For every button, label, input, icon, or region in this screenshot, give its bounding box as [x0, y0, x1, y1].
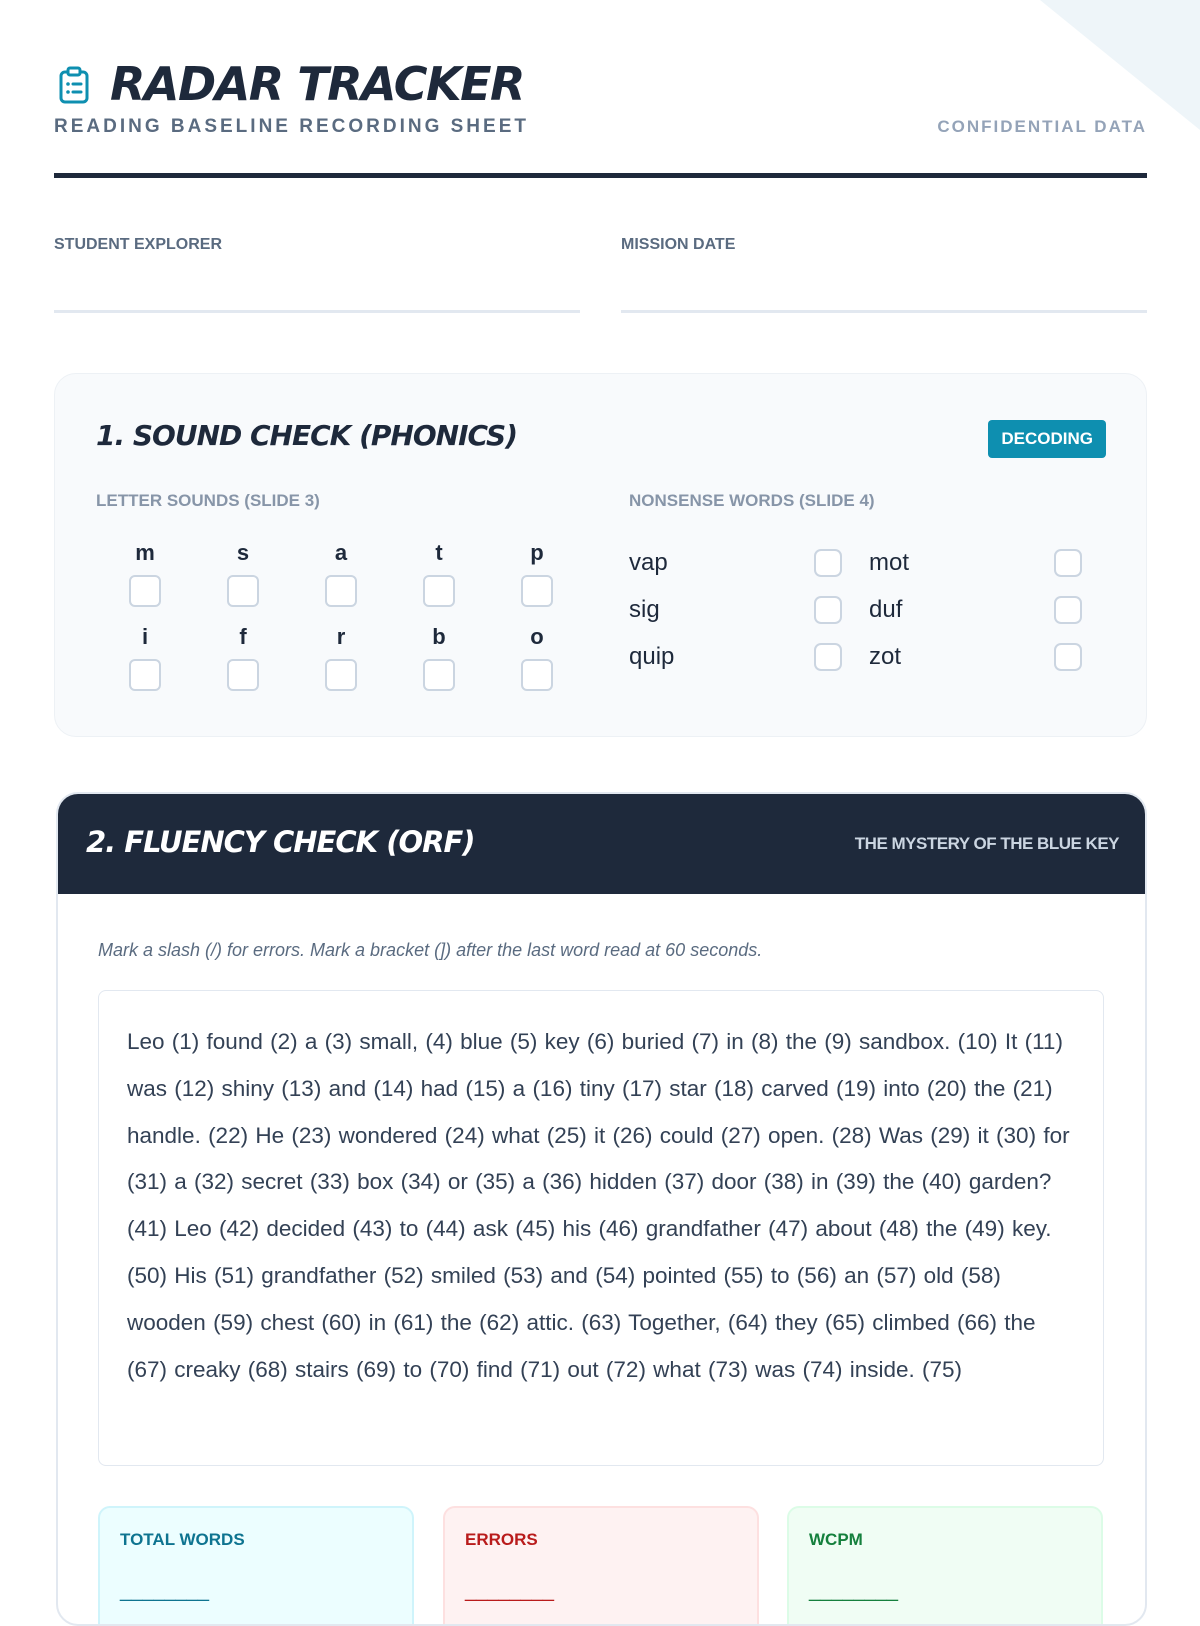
checkbox[interactable]	[814, 596, 842, 624]
checkbox[interactable]	[129, 659, 161, 691]
nonsense-word: duf	[869, 595, 903, 623]
nonsense-word: vap	[629, 548, 668, 576]
total-words-box	[98, 1506, 414, 1626]
date-line[interactable]	[621, 310, 1147, 313]
letter-item	[292, 539, 390, 607]
letter-sounds-label: LETTER SOUNDS (SLIDE 3)	[96, 491, 320, 510]
checkbox[interactable]	[325, 575, 357, 607]
student-label: STUDENT EXPLORER	[54, 236, 223, 253]
checkbox[interactable]	[129, 575, 161, 607]
letter-item	[194, 623, 292, 691]
student-field[interactable]	[54, 236, 580, 313]
letter-item	[194, 539, 292, 607]
letter: m	[135, 540, 155, 565]
clipboard-icon	[54, 65, 94, 105]
nonsense-row	[629, 539, 1109, 586]
nonsense-word: mot	[869, 548, 910, 576]
checkbox[interactable]	[325, 659, 357, 691]
letter: a	[334, 540, 348, 565]
section-title: 1. SOUND CHECK (PHONICS)	[96, 419, 518, 452]
nonsense-word: sig	[629, 595, 660, 623]
letter-item	[292, 623, 390, 691]
letter: t	[435, 540, 443, 565]
student-line[interactable]	[54, 310, 580, 313]
nonsense-row	[629, 633, 1109, 680]
letter-item	[390, 539, 488, 607]
letter-item	[488, 539, 586, 607]
checkbox[interactable]	[423, 659, 455, 691]
page-subtitle: READING BASELINE RECORDING SHEET	[54, 116, 529, 137]
nonsense-words-label: NONSENSE WORDS (SLIDE 4)	[629, 491, 875, 510]
letter-item	[488, 623, 586, 691]
letter: r	[336, 624, 346, 649]
decoding-badge: DECODING	[988, 420, 1106, 458]
letter: i	[141, 624, 149, 649]
date-label: MISSION DATE	[621, 236, 736, 253]
errors-box	[443, 1506, 759, 1626]
nonsense-row	[629, 586, 1109, 633]
wcpm-blank[interactable]: ________	[809, 1580, 898, 1602]
letter: p	[530, 540, 544, 565]
checkbox[interactable]	[227, 659, 259, 691]
wcpm-label: WCPM	[809, 1530, 863, 1549]
checkbox[interactable]	[814, 549, 842, 577]
reading-passage[interactable]: Leo (1) found (2) a (3) small, (4) blue (5) key (6) buried (7) in (8) the (9) sandbox. (10) It (11) was (12) shiny (13) and (14) had (15) a (16) tiny (17) star (18) carved (19) into (20) the (21) handle. (22) He (23) wondered (24) what (25) it (26) could (27) open. (28) Was (29) it (30) for (31) a (32) secret (33) box (34) or (35) a (36) hidden (37) door (38) in (39) the (40) garden? (41) Leo (42) decided (43) to (44) ask (45) his (46) grandfather (47) about (48) the (49) key. (50) His (51) grandfather (52) smiled (53) and (54) pointed (55) to (56) an (57) old (58) wooden (59) chest (60) in (61) the (62) attic. (63) Together, (64) they (65) climbed (66) the (67) creaky (68) stairs (69) to (70) find (71) out (72) what (73) was (74) inside. (75)	[98, 990, 1104, 1466]
checkbox[interactable]	[423, 575, 455, 607]
letter-item	[96, 539, 194, 607]
letter-item	[96, 623, 194, 691]
checkbox[interactable]	[521, 575, 553, 607]
letter: s	[236, 540, 250, 565]
section-title: 2. FLUENCY CHECK (ORF)	[86, 825, 475, 859]
letter: o	[530, 624, 544, 649]
header-divider	[54, 173, 1147, 178]
letter-item	[390, 623, 488, 691]
checkbox[interactable]	[814, 643, 842, 671]
errors-blank[interactable]: ________	[465, 1580, 554, 1602]
instructions-text: Mark a slash (/) for errors. Mark a bracket (]) after the last word read at 60 seconds.	[98, 940, 763, 960]
total-words-blank[interactable]: ________	[120, 1580, 209, 1602]
letter-sounds-grid	[96, 539, 596, 707]
total-words-label: TOTAL WORDS	[120, 1530, 245, 1549]
wcpm-box	[787, 1506, 1103, 1626]
story-title: THE MYSTERY OF THE BLUE KEY	[854, 834, 1119, 853]
page-header	[54, 56, 1147, 138]
checkbox[interactable]	[1054, 596, 1082, 624]
confidential-label: CONFIDENTIAL DATA	[937, 117, 1147, 136]
checkbox[interactable]	[521, 659, 553, 691]
letter: b	[432, 624, 446, 649]
checkbox[interactable]	[1054, 549, 1082, 577]
letter: f	[239, 624, 247, 649]
nonsense-word: quip	[629, 642, 675, 670]
nonsense-word: zot	[869, 642, 902, 670]
sound-check-section	[54, 373, 1147, 737]
checkbox[interactable]	[227, 575, 259, 607]
fluency-check-section	[56, 792, 1147, 1626]
checkbox[interactable]	[1054, 643, 1082, 671]
page-title: RADAR TRACKER	[110, 57, 524, 111]
errors-label: ERRORS	[465, 1530, 538, 1549]
date-field[interactable]	[621, 236, 1147, 313]
nonsense-words-list	[629, 539, 1109, 680]
section-header	[58, 794, 1145, 894]
